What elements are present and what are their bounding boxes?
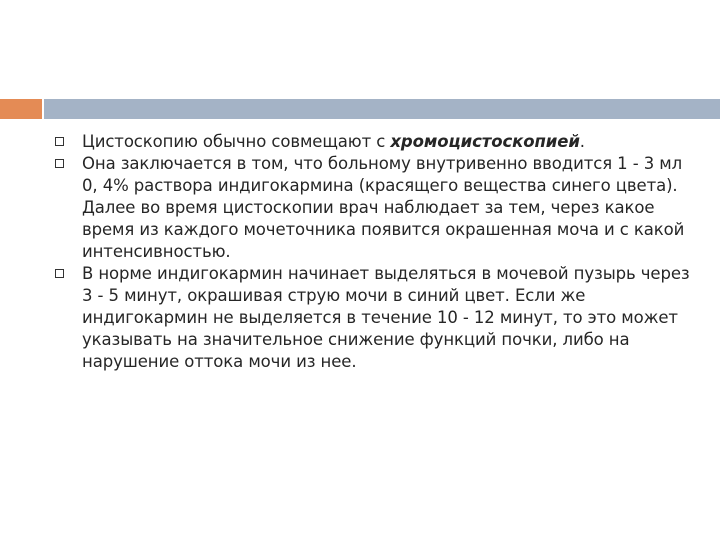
- square-bullet-icon: [55, 159, 64, 168]
- bullet-item: [52, 153, 692, 263]
- bullet-text: В норме индигокармин начинает выделяться в мочевой пузырь через 3 - 5 минут, окрашивая струю мочи в синий цвет. Если же индигокармин не выделяется в течение 10 - 12 минут, то это может указывать на значительное снижение функций почки, либо на нарушение оттока мочи из нее.: [82, 264, 690, 371]
- accent-bar: [0, 99, 42, 119]
- square-bullet-icon: [55, 269, 64, 278]
- header-band: [44, 99, 720, 119]
- bullet-item: [52, 131, 692, 153]
- bullet-text: Цистоскопию обычно совмещают с: [82, 132, 391, 151]
- bullet-item: [52, 263, 692, 373]
- bullet-text: Она заключается в том, что больному внутривенно вводится 1 - 3 мл 0, 4% раствора индигокармина (красящего вещества синего цвета). Далее во время цистоскопии врач наблюдает за тем, через какое время из каждого мочеточника появится окрашенная моча и с какой интенсивностью.: [82, 154, 685, 261]
- bullet-text-end: .: [579, 132, 585, 151]
- slide-body: [52, 131, 692, 373]
- emphasized-term: хромоцистоскопией: [390, 132, 580, 151]
- square-bullet-icon: [55, 137, 64, 146]
